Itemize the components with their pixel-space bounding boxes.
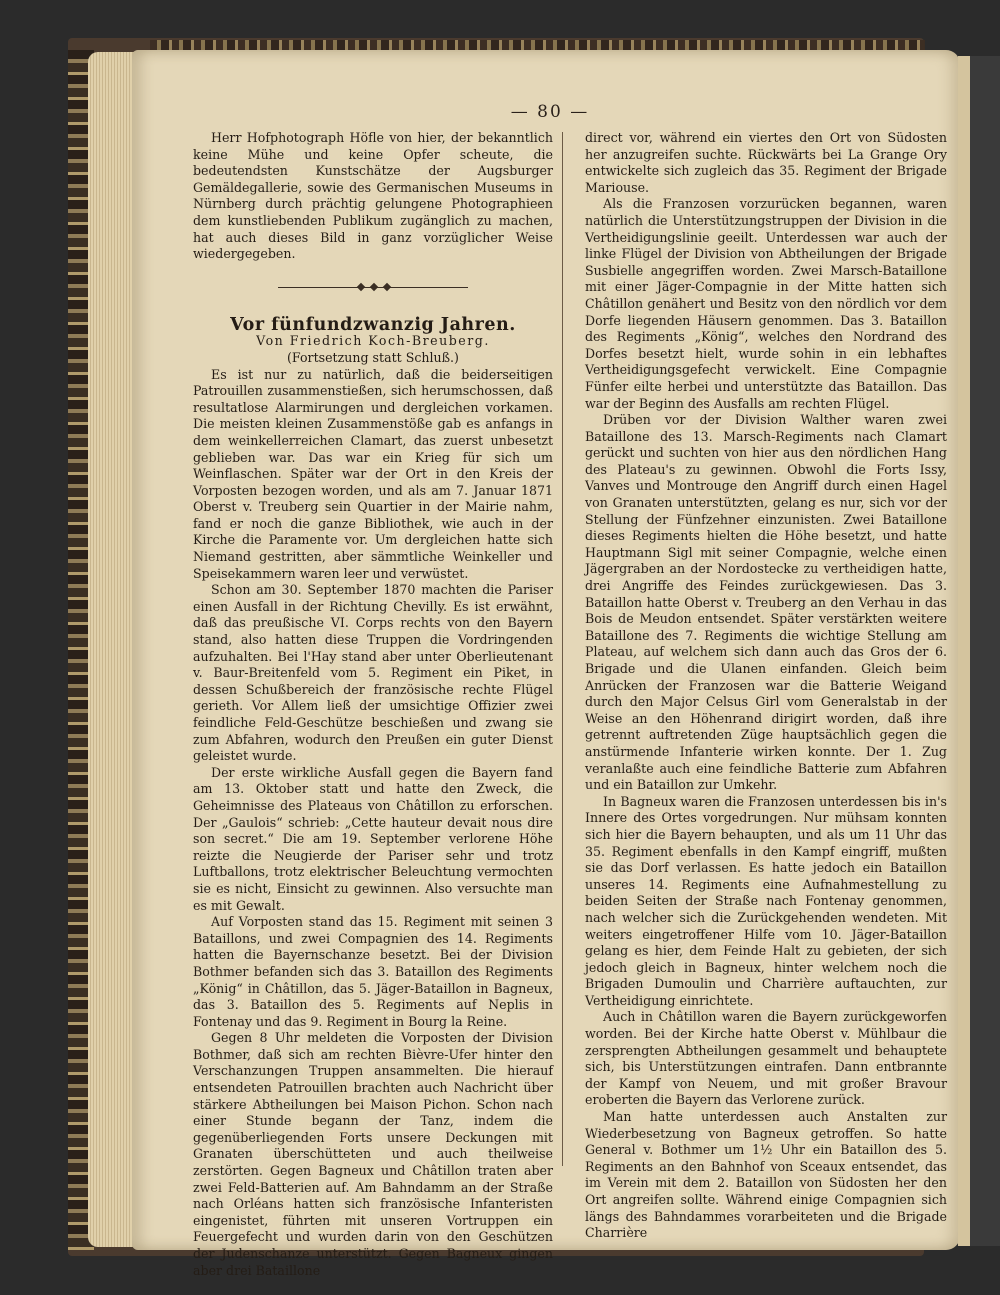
article-byline: Von Friedrich Koch-Breuberg. <box>256 333 490 349</box>
paragraph: Gegen 8 Uhr meldeten die Vorposten der Division Bothmer, daß sich am rechten Bièvre-Ufer hinter den Verschanzungen Truppen ansammelten. Die hierauf entsendeten Patrouillen brachten auch Nachricht über stärkere Abtheilungen bei Maison Pichon. Schon nach einer Stunde begann der Tanz, indem die gegenüberliegenden Forts unsere Deckungen mit Granaten überschütteten und auch theilweise zerstörten. Gegen Bagneux und Châtillon traten aber zwei Feld-Batterien auf. Am Bahndamm an der Straße nach Orléans hatten sich französische Infanteristen eingenistet, führten mit unseren Vortruppen ein Feuergefecht und wurden darin von den Geschützen der Judenschanze unterstützt. Gegen Bagneux gingen aber drei Bataillone <box>193 1030 553 1278</box>
paragraph: Schon am 30. September 1870 machten die Pariser einen Ausfall in der Richtung Chevilly. Es ist erwähnt, daß das preußische VI. Corps rechts von den Bayern stand, also hatten diese Truppen die Vordringenden aufzuhalten. Bei l'Hay stand aber unter Oberlieutenant v. Baur-Breitenfeld vom 5. Regiment ein Piket, in dessen Schußbereich der französische rechte Flügel gerieth. Vor Allem ließ der umsichtige Offizier zwei feindliche Feld-Geschütze beschießen und zwang sie zum Abfahren, wodurch den Preußen ein guter Dienst geleistet wurde. <box>193 582 553 764</box>
right-column <box>585 130 947 1242</box>
paragraph: Auch in Châtillon waren die Bayern zurückgeworfen worden. Bei der Kirche hatte Oberst v. Mühlbaur die zersprengten Abtheilungen gesammelt und behauptete sich, bis Unterstützungen eintrafen. Dann entbrannte der Kampf von Neuem, und mit großer Bravour eroberten die Bayern das Verlorene zurück. <box>585 1009 947 1108</box>
left-column <box>193 130 553 1279</box>
paragraph: In Bagneux waren die Franzosen unterdessen bis in's Innere des Ortes vorgedrungen. Nur mühsam konnten sich hier die Bayern behaupten, und als um 11 Uhr das 35. Regiment ebenfalls in den Kampf eingriff, mußten sie das Dorf verlassen. Es hatte jedoch ein Bataillon unseres 14. Regiments eine Aufnahmestellung zu beiden Seiten der Straße nach Fontenay genommen, nach welcher sich die Zurückgehenden wendeten. Mit weiters eingetroffener Hilfe vom 10. Jäger-Bataillon gelang es hier, dem Feinde Halt zu gebieten, der sich jedoch gleich in Bagneux, hinter welchem noch die Brigaden Dumoulin und Charrière auftauchten, zur Vertheidigung einrichtete. <box>585 793 947 1008</box>
paragraph: Der erste wirkliche Ausfall gegen die Bayern fand am 13. Oktober statt und hatte den Zweck, die Geheimnisse des Plateaus von Châtillon zu erforschen. Der „Gaulois“ schrieb: „Cette hauteur devait nous dire son secret.“ Die am 19. September verlorene Höhe reizte die Neugierde der Pariser sehr und trotz Luftballons, trotz elektrischer Beleuchtung vermochten sie es nicht, Einsicht zu gewinnen. Also versuchte man es mit Gewalt. <box>193 764 553 913</box>
paragraph: Als die Franzosen vorzurücken begannen, waren natürlich die Unterstützungstruppen der Division in die Vertheidigungslinie geeilt. Unterdessen war auch der linke Flügel der Division von Abtheilungen der Brigade Susbielle angegriffen worden. Zwei Marsch-Bataillone mit einer Jäger-Compagnie in der Mitte hatten sich Châtillon genähert und Besitz von den nördlich vor dem Dorfe liegenden Häusern genommen. Das 3. Bataillon des Regiments „König“, welches den Nordrand des Dorfes besetzt hielt, wurde sohin in ein lebhaftes Vertheidigungsgefecht verwickelt. Eine Compagnie Fünfer eilte herbei und unterstützte das Bataillon. Das war der Beginn des Ausfalls am rechten Flügel. <box>585 196 947 411</box>
paragraph: Es ist nur zu natürlich, daß die beiderseitigen Patrouillen zusammenstießen, sich herumschossen, daß resultatlose Alarmirungen und dergleichen vorkamen. Die meisten kleinen Zusammenstöße gab es anfangs in dem weinkellerreichen Clamart, das zuerst unbesetzt geblieben war. Das war ein Krieg für sich um Weinflaschen. Später war der Ort in den Kreis der Vorposten bezogen worden, und als am 7. Januar 1871 Oberst v. Treuberg sein Quartier in der Mairie nahm, fand er noch die ganze Bibliothek, wie auch in der Kirche die Paramente vor. Um dergleichen hatte sich Niemand gestritten, aber sämmtliche Weinkeller und Speisekammern waren leer und verwüstet. <box>193 366 553 581</box>
ornamental-divider <box>278 283 468 293</box>
paragraph: Drüben vor der Division Walther waren zwei Bataillone des 13. Marsch-Regiments nach Clamart gerückt und suchten von hier aus den nördlichen Hang des Plateau's zu gewinnen. Obwohl die Forts Issy, Vanves und Montrouge den Angriff durch einen Hagel von Granaten unterstützten, gelang es nur, sich vor der Stellung der Fünfzehner einzunisten. Zwei Bataillone dieses Regiments hielten die Höhe besetzt, und hatte Hauptmann Sigl mit seiner Compagnie, welche einen Jägergraben an der Nordostecke zu vertheidigen hatte, drei Angriffe des Feindes zurückgewiesen. Das 3. Bataillon hatte Oberst v. Treuberg an den Verhau in das Bois de Meudon entsendet. Später verstärkten weitere Bataillone des 7. Regiments die wichtige Stellung am Plateau, auf welchem sich dann auch das Gros der 6. Brigade und die Ulanen einfanden. Gleich beim Anrücken der Franzosen war die Batterie Weigand durch den Major Celsus Girl vom Generalstab in der Weise an den Höhenrand dirigirt worden, daß ihre getrennt auftretenden Züge hauptsächlich gegen die anstürmende Infanterie wirken konnte. Der 1. Zug veranlaßte auch eine feindliche Batterie zum Abfahren und ein Bataillon zur Umkehr. <box>585 412 947 793</box>
page-number: — 80 — <box>510 102 590 122</box>
column-divider <box>562 132 563 1166</box>
continuation-note: (Fortsetzung statt Schluß.) <box>287 349 459 365</box>
paragraph: Man hatte unterdessen auch Anstalten zur Wiederbesetzung von Bagneux getroffen. So hatte General v. Bothmer um 1½ Uhr ein Bataillon des 5. Regiments an den Bahnhof von Sceaux entsendet, das im Verein mit dem 2. Bataillon von Südosten her den Ort angreifen sollte. Während einige Compagnien sich längs des Bahndammes vorarbeiteten und die Brigade Charrière <box>585 1109 947 1241</box>
article-title: Vor fünfundzwanzig Jahren. <box>230 314 516 335</box>
paragraph: direct vor, während ein viertes den Ort von Südosten her anzugreifen suchte. Rückwärts bei La Grange Ory entwickelte sich zugleich das 35. Regiment der Brigade Mariouse. <box>585 130 947 195</box>
intro-paragraph: Herr Hofphotograph Höfle von hier, der bekanntlich keine Mühe und keine Opfer scheute, die bedeutendsten Kunstschätze der Augsburger Gemäldegallerie, sowie des Germanischen Museums in Nürnberg durch prächtig gelungene Photographieen dem kunstliebenden Publikum zugänglich zu machen, hat auch dieses Bild in ganz vorzüglicher Weise wiedergegeben. <box>193 130 553 262</box>
paragraph: Auf Vorposten stand das 15. Regiment mit seinen 3 Bataillons, und zwei Compagnien des 14. Regiments hatten die Bayernschanze besetzt. Bei der Division Bothmer befanden sich das 3. Bataillon des Regiments „König“ in Châtillon, das 5. Jäger-Bataillon in Bagneux, das 3. Bataillon des 5. Regiments auf Neplis in Fontenay und das 9. Regiment in Bourg la Reine. <box>193 914 553 1029</box>
facing-page-edge <box>958 56 1000 1246</box>
